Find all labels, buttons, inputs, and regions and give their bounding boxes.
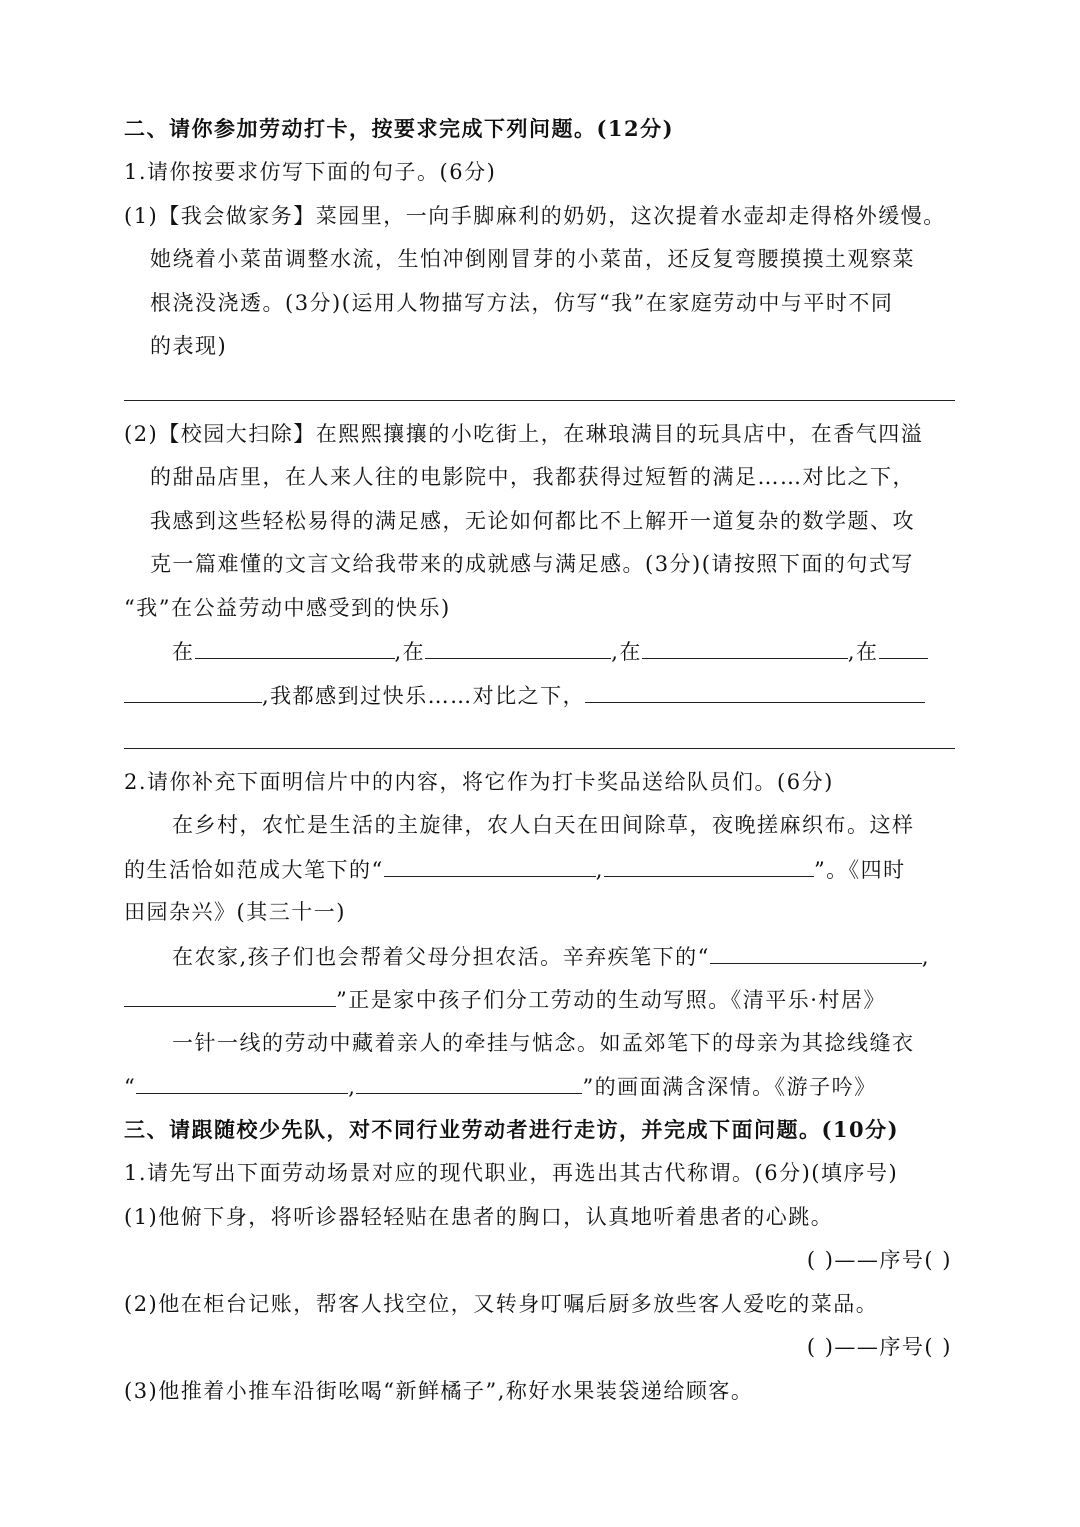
fill-tail: ,我都感到过快乐……对比之下， (262, 684, 586, 708)
section-3-heading: 三、请跟随校少先队，对不同行业劳动者进行走访，并完成下面问题。(10分) (124, 1117, 900, 1142)
q2-text: 的生活恰如范成大笔下的“ (124, 858, 384, 882)
section-2-heading: 二、请你参加劳动打卡，按要求完成下列问题。(12分) (124, 116, 675, 141)
q2-para3-line1: 一针一线的劳动中藏着亲人的牵挂与惦念。如孟郊笔下的母亲为其捻线缝衣 (172, 1031, 915, 1055)
fill-pattern-line2 (124, 680, 925, 711)
q1-part1-line4: 的表现) (150, 334, 228, 358)
q1-part2-line5: “我”在公益劳动中感受到的快乐) (124, 596, 451, 620)
q2-para1-line3: 田园杂兴》(其三十一) (124, 900, 346, 924)
s3-item3-text: (3)他推着小推车沿街吆喝“新鲜橘子”,称好水果装袋递给顾客。 (124, 1379, 754, 1403)
fill-blank[interactable] (124, 984, 336, 1007)
fill-blank[interactable] (604, 854, 814, 877)
q1-part1-line1: (1)【我会做家务】菜园里，一向手脚麻利的奶奶，这次提着水壶却走得格外缓慢。 (124, 204, 946, 228)
fill-word: 在 (172, 640, 195, 664)
s3-item2-answer[interactable]: ( )——序号( ) (806, 1335, 952, 1359)
fill-word: ,在 (847, 640, 879, 664)
fill-blank[interactable] (195, 636, 395, 659)
question-2-title: 2.请你补充下面明信片中的内容，将它作为打卡奖品送给队员们。(6分) (124, 770, 834, 794)
q2-text: ”的画面满含深情。《游子吟》 (582, 1075, 877, 1099)
fill-blank[interactable] (136, 1071, 348, 1094)
q1-part2-line2: 的甜品店里，在人来人往的电影院中，我都获得过短暂的满足……对比之下， (150, 465, 915, 489)
fill-blank[interactable] (384, 854, 596, 877)
q1-part2-line1: (2)【校园大扫除】在熙熙攘攘的小吃街上，在琳琅满目的玩具店中，在香气四溢 (124, 422, 924, 446)
s3-item2-text: (2)他在柜台记账，帮客人找空位，又转身叮嘱后厨多放些客人爱吃的菜品。 (124, 1292, 879, 1316)
q2-text: 在农家,孩子们也会帮着父母分担农活。辛弃疾笔下的“ (172, 945, 710, 969)
s3-item1-answer[interactable]: ( )——序号( ) (806, 1248, 952, 1272)
fill-blank[interactable] (585, 680, 925, 703)
q2-para3-line2 (124, 1071, 877, 1102)
q1-part1-line3: 根浇没浇透。(3分)(运用人物描写方法，仿写“我”在家庭劳动中与平时不同 (150, 291, 894, 315)
fill-pattern-line1 (172, 636, 928, 667)
q2-text: “ (124, 1075, 137, 1099)
q1-part2-line3: 我感到这些轻松易得的满足感，无论如何都比不上解开一道复杂的数学题、攻 (150, 509, 915, 533)
q1-part2-line4: 克一篇难懂的文言文给我带来的成就感与满足感。(3分)(请按照下面的句式写 (150, 552, 914, 576)
q1-part1-line2: 她绕着小菜苗调整水流，生怕冲倒刚冒芽的小菜苗，还反复弯腰摸摸土观察菜 (150, 247, 915, 271)
q2-text: , (921, 945, 931, 969)
q2-para2-line1 (172, 941, 930, 972)
fill-blank[interactable] (425, 636, 611, 659)
q2-text: ”。《四时 (813, 858, 906, 882)
fill-blank[interactable] (879, 636, 928, 659)
section-3-question-1-title: 1.请先写出下面劳动场景对应的现代职业，再选出其古代称谓。(6分)(填序号) (124, 1161, 899, 1185)
q2-text: , (595, 858, 604, 882)
fill-blank[interactable] (642, 636, 848, 659)
fill-blank[interactable] (710, 941, 922, 964)
q2-para1-line2 (124, 854, 906, 885)
q2-para2-line2 (124, 984, 886, 1015)
fill-blank[interactable] (356, 1071, 582, 1094)
s3-item1-text: (1)他俯下身，将听诊器轻轻贴在患者的胸口，认真地听着患者的心跳。 (124, 1205, 834, 1229)
answer-line[interactable] (124, 400, 955, 401)
answer-line[interactable] (124, 748, 955, 749)
q2-text: , (348, 1075, 357, 1099)
q2-para1-line1: 在乡村，农忙是生活的主旋律，农人白天在田间除草，夜晚搓麻织布。这样 (172, 813, 915, 837)
fill-word: ,在 (611, 640, 642, 664)
question-1-title: 1.请你按要求仿写下面的句子。(6分) (124, 160, 497, 184)
fill-word: ,在 (394, 640, 426, 664)
q2-text: ”正是家中孩子们分工劳动的生动写照。《清平乐·村居》 (336, 988, 886, 1012)
fill-blank[interactable] (124, 680, 262, 703)
